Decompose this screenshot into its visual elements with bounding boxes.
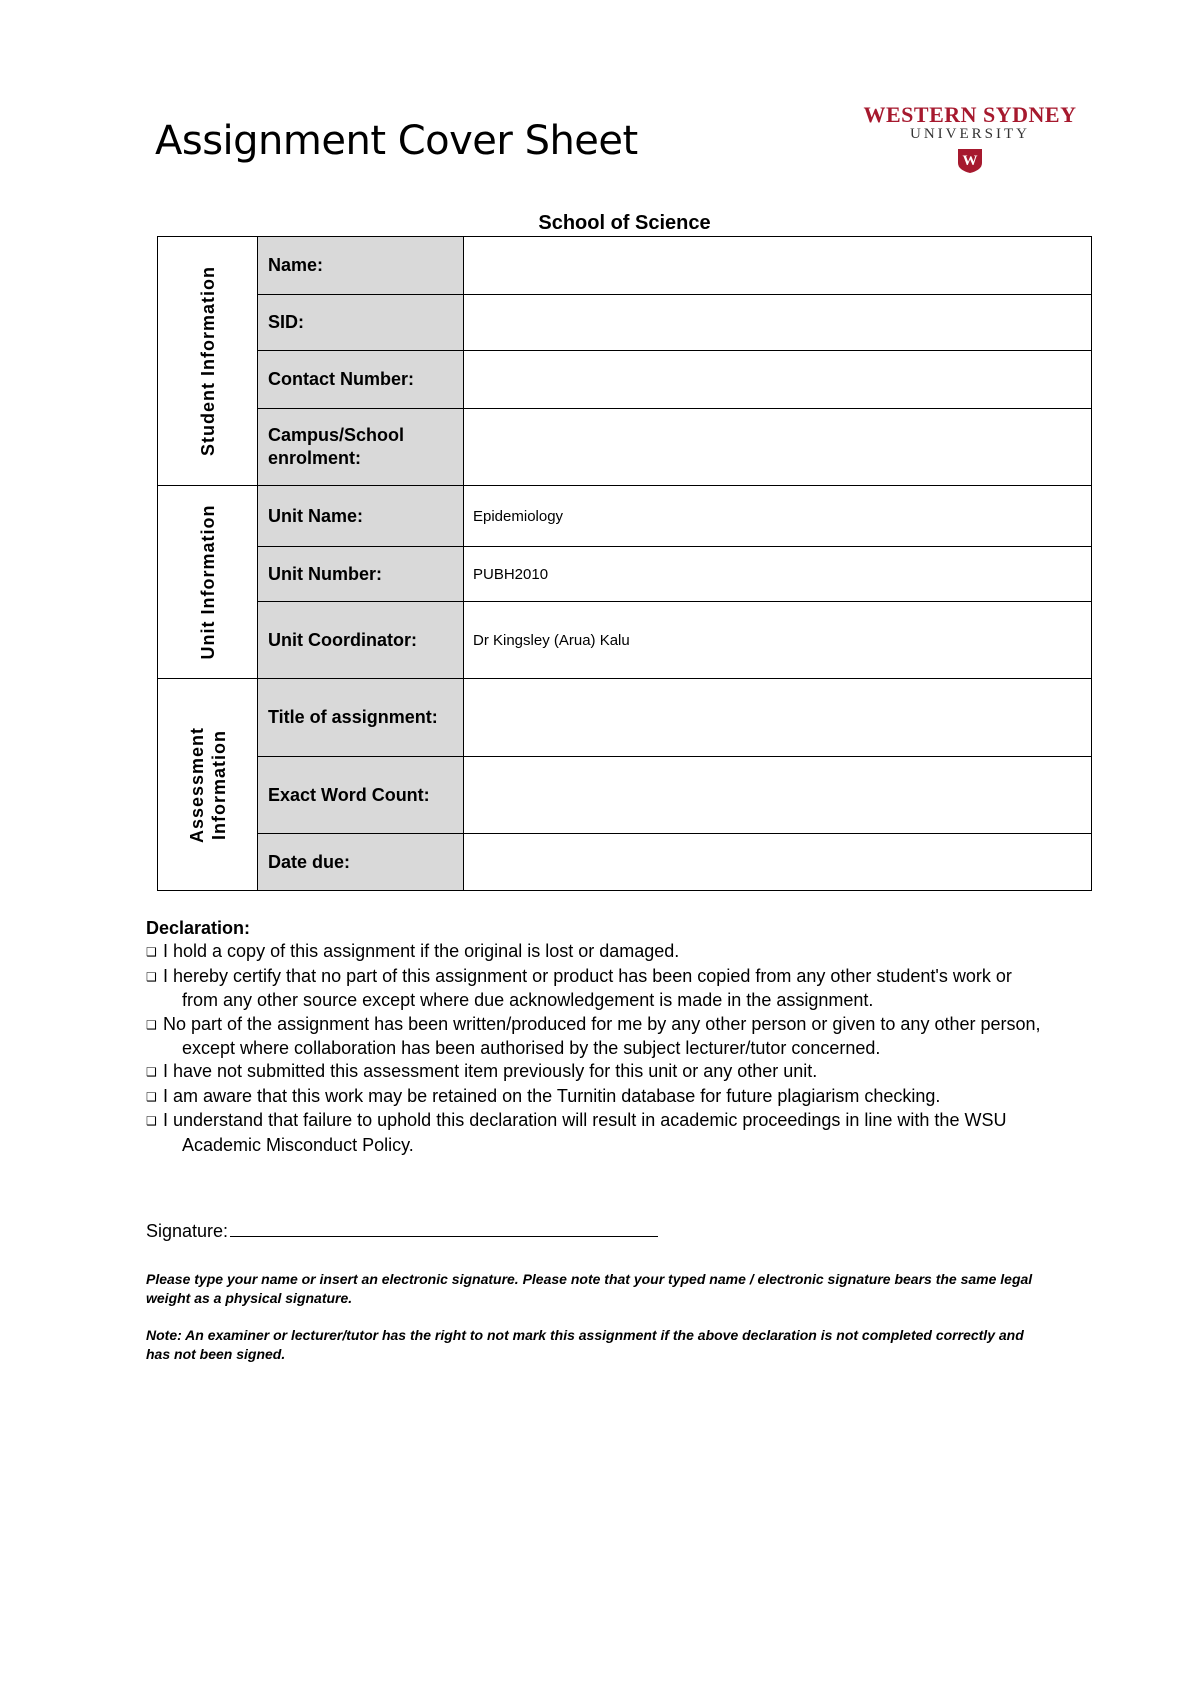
- page-title: Assignment Cover Sheet: [155, 118, 638, 164]
- declaration-item: ❑ I understand that failure to uphold this declaration will result in academic proceedings in line with the WSU Academic Misconduct Policy.: [146, 1110, 1007, 1155]
- signature-label: Signature:: [146, 1221, 229, 1241]
- section-unit-information: Unit Information: [158, 486, 258, 679]
- signature-note: Please type your name or insert an electronic signature. Please note that your typed name / electronic signature bears the same legal weight as a physical signature.: [146, 1271, 1033, 1306]
- section-assessment-information: Assessment Information: [158, 679, 258, 891]
- signature-field[interactable]: [230, 1218, 658, 1237]
- label-title-of-assignment: Title of assignment:: [258, 679, 464, 757]
- declaration-item: ❑ I hereby certify that no part of this assignment or product has been copied from any other student's work or from any other source except where due acknowledgement is made in the assignment.: [146, 965, 1012, 1011]
- checkbox-icon[interactable]: ❑: [146, 1065, 157, 1080]
- shield-letter: W: [962, 153, 978, 169]
- title-of-assignment-field[interactable]: [464, 679, 1092, 757]
- contact-number-field[interactable]: [464, 351, 1092, 409]
- label-unit-name: Unit Name:: [258, 486, 464, 547]
- date-due-field[interactable]: [464, 834, 1092, 891]
- label-date-due: Date due:: [258, 834, 464, 891]
- sid-field[interactable]: [464, 295, 1092, 351]
- checkbox-icon[interactable]: ❑: [146, 1114, 157, 1129]
- university-logo: [850, 104, 1090, 179]
- checkbox-icon[interactable]: ❑: [146, 969, 157, 984]
- label-sid: SID:: [258, 295, 464, 351]
- examiner-note: Note: An examiner or lecturer/tutor has the right to not mark this assignment if the above declaration is not completed correctly and has not been signed.: [146, 1327, 1024, 1362]
- label-name: Name:: [258, 237, 464, 295]
- label-word-count: Exact Word Count:: [258, 757, 464, 834]
- declaration-item: ❑ I have not submitted this assessment item previously for this unit or any other unit.: [146, 1060, 1046, 1084]
- signature-row: [146, 1218, 658, 1242]
- unit-coordinator-field[interactable]: Dr Kingsley (Arua) Kalu: [464, 602, 1092, 679]
- declaration: [146, 917, 1046, 1157]
- unit-number-field[interactable]: PUBH2010: [464, 547, 1092, 602]
- declaration-item: ❑ No part of the assignment has been written/produced for me by any other person or given to any other person, except where collaboration has been authorised by the subject lecturer/tutor concerned.: [146, 1013, 1041, 1059]
- section-student-information: Student Information: [158, 237, 258, 486]
- word-count-field[interactable]: [464, 757, 1092, 834]
- shield-icon: [957, 148, 983, 174]
- school-name: School of Science: [538, 212, 711, 234]
- unit-name-field[interactable]: Epidemiology: [464, 486, 1092, 547]
- label-unit-coordinator: Unit Coordinator:: [258, 602, 464, 679]
- declaration-item: ❑ I am aware that this work may be retained on the Turnitin database for future plagiarism checking.: [146, 1085, 1046, 1109]
- label-unit-number: Unit Number:: [258, 547, 464, 602]
- logo-wordmark: WESTERN SYDNEY: [863, 102, 1077, 127]
- declaration-heading: Declaration:: [146, 918, 251, 938]
- checkbox-icon[interactable]: ❑: [146, 1017, 157, 1032]
- label-contact-number: Contact Number:: [258, 351, 464, 409]
- logo-subtitle: UNIVERSITY: [910, 126, 1030, 142]
- cover-sheet-table: [157, 236, 1092, 891]
- checkbox-icon[interactable]: ❑: [146, 945, 157, 960]
- checkbox-icon[interactable]: ❑: [146, 1089, 157, 1104]
- campus-school-field[interactable]: [464, 409, 1092, 486]
- declaration-list: [146, 940, 1046, 1157]
- name-field[interactable]: [464, 237, 1092, 295]
- declaration-item: ❑ I hold a copy of this assignment if the original is lost or damaged.: [146, 940, 1046, 964]
- label-campus-school: Campus/School enrolment:: [258, 409, 464, 486]
